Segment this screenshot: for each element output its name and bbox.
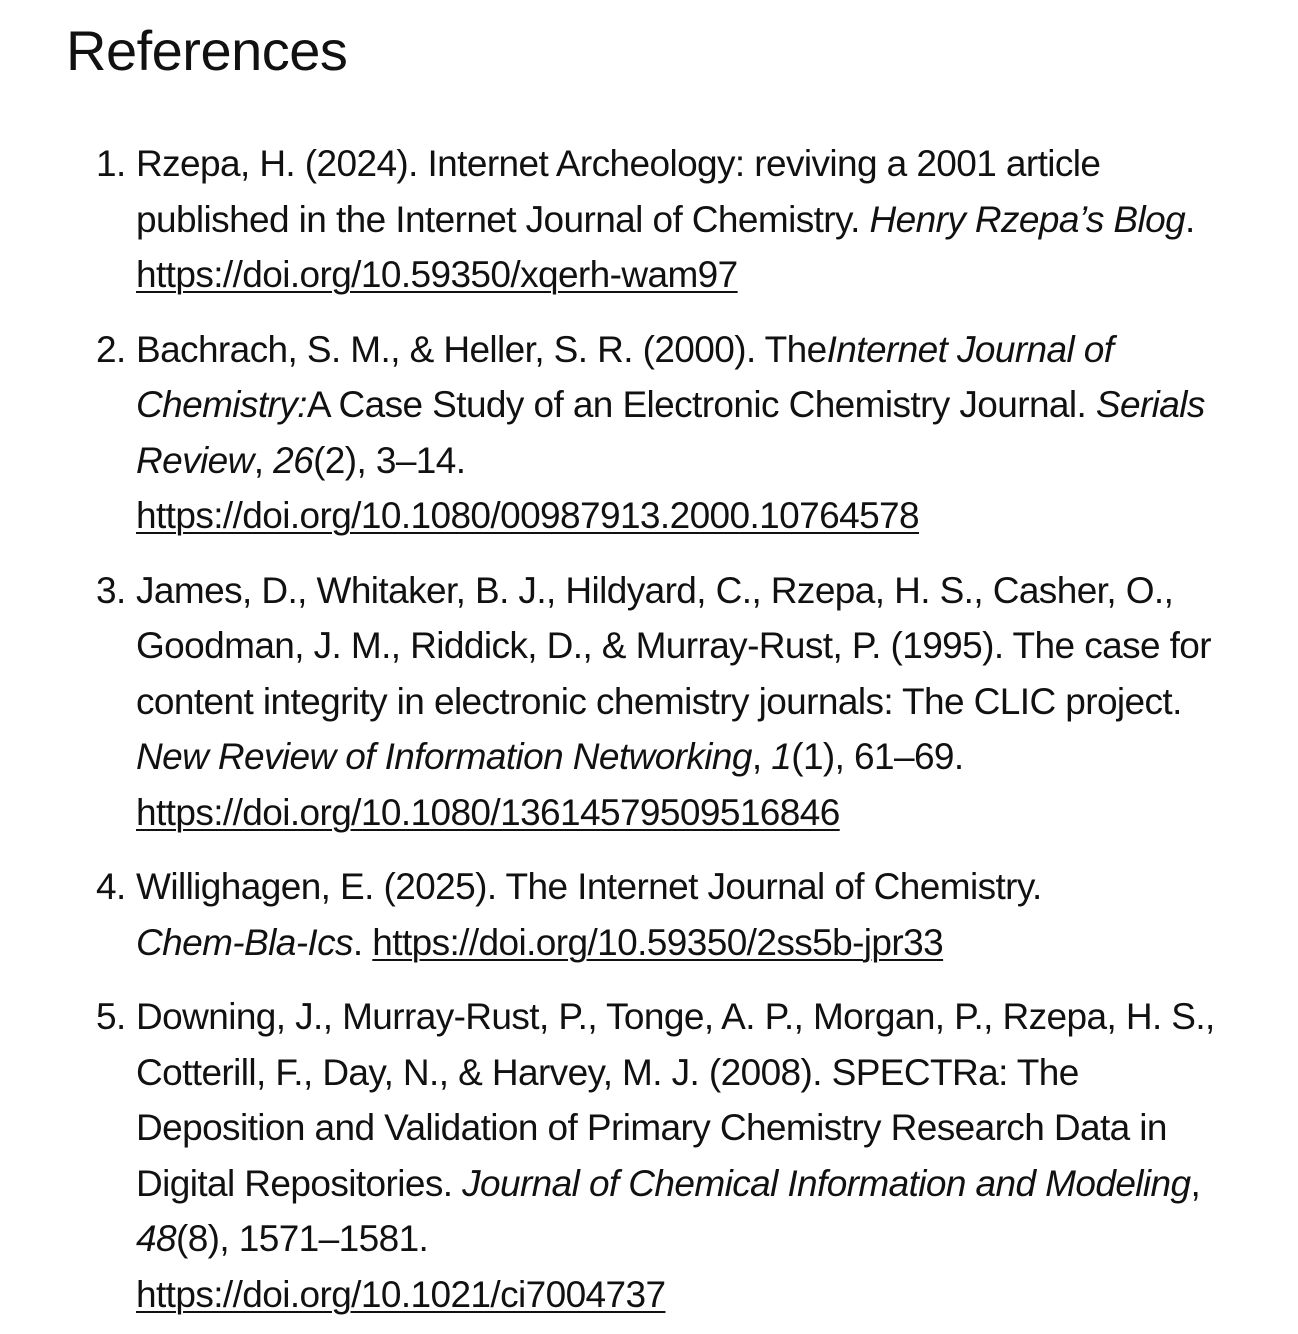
reference-punct: , bbox=[751, 736, 772, 777]
reference-issue-pages: (1), 61–69. bbox=[791, 736, 964, 777]
reference-source: Henry Rzepa’s Blog bbox=[869, 198, 1186, 240]
doi-link[interactable]: https://doi.org/10.59350/2ss5b-jpr33 bbox=[372, 921, 944, 963]
doi-link[interactable]: https://doi.org/10.59350/xqerh-wam97 bbox=[136, 254, 738, 295]
reference-text: James, D., Whitaker, B. J., Hildyard, C., Rzepa, H. S., Casher, O., Goodman, J. M., Riddick, D., & Murray-Rust, P. (1995). The case for content integrity in electronic chemistry journals: The CLIC project. bbox=[136, 569, 1212, 722]
reference-item-1 bbox=[66, 136, 1228, 303]
reference-list bbox=[66, 136, 1228, 1322]
reference-title-rest: A Case Study of an Electronic Chemistry Journal. bbox=[306, 384, 1096, 425]
reference-number: 1. bbox=[96, 143, 126, 184]
reference-number: 3. bbox=[96, 569, 126, 611]
reference-number: 4. bbox=[96, 866, 126, 907]
reference-number: 5. bbox=[96, 996, 126, 1037]
reference-volume: 1 bbox=[771, 736, 792, 777]
reference-punct: . bbox=[352, 921, 373, 963]
reference-text: Willighagen, E. (2025). The Internet Journal of Chemistry. bbox=[136, 866, 1042, 907]
reference-title-italic: Internet Journal of Chemistry: bbox=[136, 328, 1114, 425]
reference-number: 2. bbox=[96, 328, 126, 370]
doi-link[interactable]: https://doi.org/10.1080/13614579509516846 bbox=[136, 791, 840, 833]
reference-volume: 48 bbox=[136, 1218, 176, 1259]
reference-issue-pages: (2), 3–14. bbox=[313, 439, 466, 481]
reference-text: Bachrach, S. M., & Heller, S. R. (2000). The bbox=[136, 328, 827, 370]
reference-item-2 bbox=[66, 322, 1228, 544]
doi-link[interactable]: https://doi.org/10.1080/00987913.2000.10764578 bbox=[136, 495, 920, 536]
reference-source: Serials Review bbox=[136, 384, 1205, 481]
reference-text: Downing, J., Murray-Rust, P., Tonge, A. P., Morgan, P., Rzepa, H. S., Cotterill, F., Day, N., & Harvey, M. J. (2008). SPECTRa: The Deposition and Validation of Primary Chemistry Research Data in Digital Repositories. bbox=[136, 996, 1215, 1204]
reference-issue-pages: (8), 1571–1581. bbox=[175, 1218, 429, 1259]
reference-item-5 bbox=[66, 989, 1228, 1322]
doi-link[interactable]: https://doi.org/10.1021/ci7004737 bbox=[136, 1273, 666, 1315]
reference-punct: , bbox=[253, 439, 274, 481]
reference-volume: 26 bbox=[273, 439, 314, 481]
reference-text: Rzepa, H. (2024). Internet Archeology: reviving a 2001 article published in the Internet Journal of Chemistry. bbox=[136, 143, 1101, 240]
reference-punct: . bbox=[1185, 198, 1195, 240]
reference-source: Journal of Chemical Information and Modeling bbox=[462, 1162, 1191, 1204]
reference-source: Chem-Bla-Ics bbox=[136, 921, 353, 963]
reference-item-3 bbox=[66, 563, 1228, 841]
reference-item-4 bbox=[66, 859, 1228, 970]
reference-punct: , bbox=[1190, 1162, 1201, 1204]
reference-source: New Review of Information Networking bbox=[136, 736, 752, 777]
page-title: References bbox=[66, 19, 348, 82]
